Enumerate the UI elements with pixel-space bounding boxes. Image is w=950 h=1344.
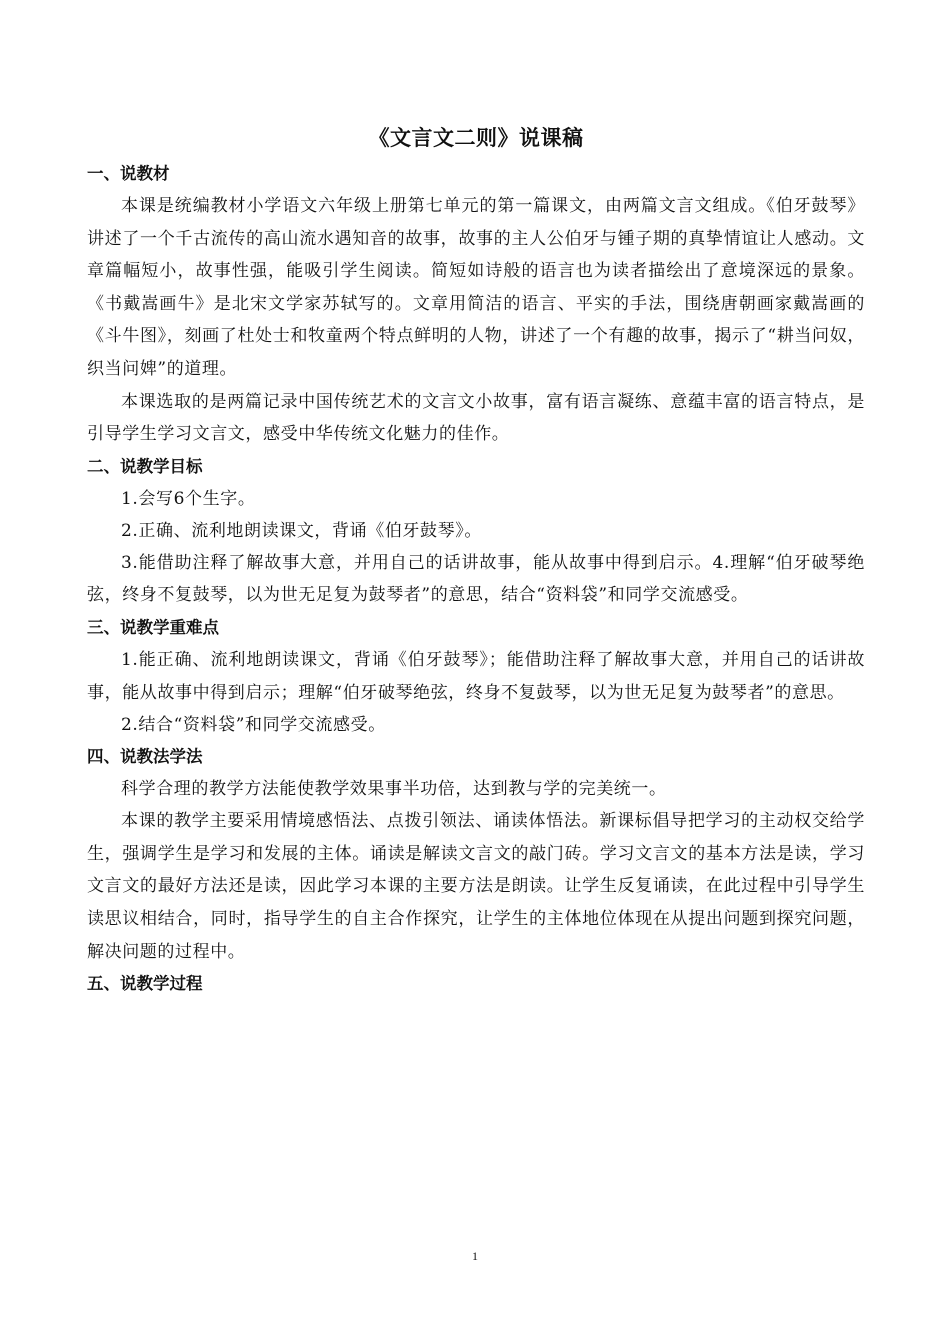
list-item: 2.正确、流利地朗读课文，背诵《伯牙鼓琴》。 (121, 520, 482, 541)
section-heading: 五、说教学过程 (87, 974, 203, 994)
document-title: 《文言文二则》说课稿 (368, 126, 584, 150)
section-heading: 三、说教学重难点 (87, 617, 219, 637)
section-teaching-goals (87, 451, 865, 612)
section-heading: 一、说教材 (87, 164, 170, 183)
section-teaching-process (87, 968, 865, 1000)
list-item: 1.能正确、流利地朗读课文，背诵《伯牙鼓琴》；能借助注释了解故事大意，并用自己的话讲故事，能从故事中得到启示；理解“伯牙破琴绝弦，终身不复鼓琴，以为世无足复为鼓琴者”的意思。 (87, 649, 865, 703)
paragraph: 本课的教学主要采用情境感悟法、点拨引领法、诵读体悟法。新课标倡导把学习的主动权交给学生，强调学生是学习和发展的主体。诵读是解读文言文的敲门砖。学习文言文的基本方法是读，学习文言文的最好方法还是读，因此学习本课的主要方法是朗读。让学生反复诵读，在此过程中引导学生读思议相结合，同时，指导学生的自主合作探究，让学生的主体地位体现在从提出问题到探究问题，解决问题的过程中。 (87, 811, 865, 962)
paragraph: 本课是统编教材小学语文六年级上册第七单元的第一篇课文，由两篇文言文组成。《伯牙鼓琴》讲述了一个千古流传的高山流水遇知音的故事，故事的主人公伯牙与锺子期的真挚情谊让人感动。文章篇幅短小，故事性强，能吸引学生阅读。简短如诗般的语言也为读者描绘出了意境深远的景象。《书戴嵩画牛》是北宋文学家苏轼写的。文章用简洁的语言、平实的手法，围绕唐朝画家戴嵩画的《斗牛图》，刻画了杜处士和牧童两个特点鲜明的人物，讲述了一个有趣的故事，揭示了“耕当问奴，织当问婢”的道理。 (87, 196, 865, 379)
list-item: 2.结合“资料袋”和同学交流感受。 (121, 715, 386, 736)
section-teaching-methods (87, 741, 865, 968)
document-body (87, 118, 865, 1000)
list-item: 1.会写6个生字。 (121, 488, 256, 509)
section-teaching-material (87, 158, 865, 451)
section-heading: 四、说教法学法 (87, 747, 203, 767)
list-item: 3.能借助注释了解故事大意，并用自己的话讲故事，能从故事中得到启示。4.理解“伯牙破琴绝弦，终身不复鼓琴，以为世无足复为鼓琴者”的意思，结合“资料袋”和同学交流感受。 (87, 552, 865, 606)
paragraph: 本课选取的是两篇记录中国传统艺术的文言文小故事，富有语言凝练、意蕴丰富的语言特点，是引导学生学习文言文，感受中华传统文化魅力的佳作。 (87, 391, 865, 445)
paragraph: 科学合理的教学方法能使教学效果事半功倍，达到教与学的完美统一。 (121, 779, 667, 800)
section-heading: 二、说教学目标 (87, 456, 203, 476)
page-number: 1 (472, 1249, 478, 1263)
section-key-difficulties (87, 612, 865, 741)
